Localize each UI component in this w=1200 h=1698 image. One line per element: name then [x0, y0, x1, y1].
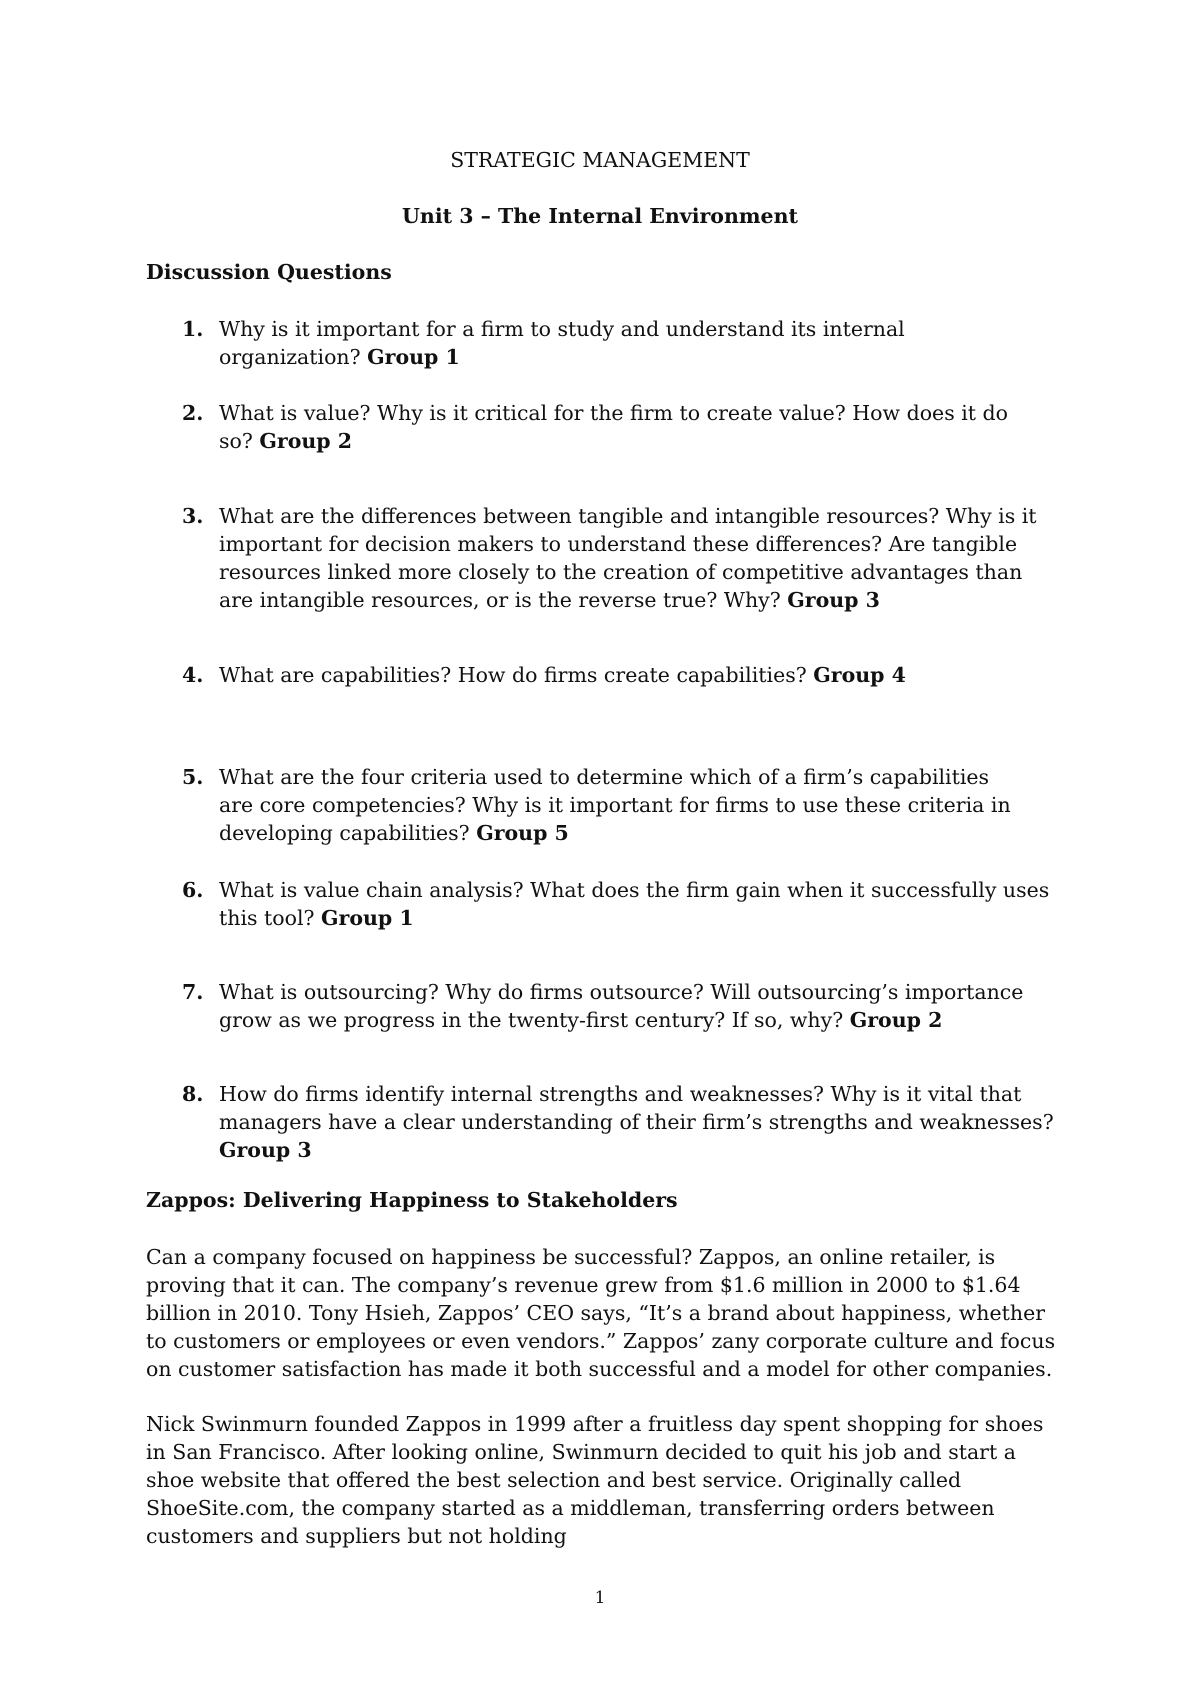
- discussion-questions-heading: Discussion Questions: [146, 260, 392, 284]
- question-number: 6.: [182, 878, 204, 902]
- group-label: Group 1: [367, 345, 460, 369]
- question-number: 7.: [182, 980, 204, 1004]
- question-number: 4.: [182, 663, 204, 687]
- unit-subtitle: Unit 3 – The Internal Environment: [402, 204, 798, 228]
- body-paragraph: Nick Swinmurn founded Zappos in 1999 after a fruitless day spent shopping for shoes in San Francisco. After looking online, Swinmurn decided to quit his job and start a shoe website that offered the best selection and best service. Originally called ShoeSite.com, the company started as a middleman, transferring orders between customers and suppliers but not holding: [146, 1412, 1044, 1548]
- case-study-heading: Zappos: Delivering Happiness to Stakeholders: [146, 1188, 678, 1212]
- question-item: [146, 1080, 1066, 1164]
- group-label: Group 4: [813, 663, 906, 687]
- question-text-block: [219, 1080, 1069, 1164]
- group-label: Group 2: [259, 429, 353, 453]
- question-item: [146, 399, 1066, 455]
- question-text: What are capabilities? How do firms create capabilities?: [219, 663, 807, 687]
- group-label: Group 5: [476, 821, 569, 845]
- question-text: What is outsourcing? Why do firms outsource? Will outsourcing’s importance grow as we progress in the twenty-first century? If so, why?: [219, 980, 1024, 1032]
- question-item: [146, 763, 1066, 847]
- question-item: [146, 661, 1066, 689]
- question-text-block: [219, 763, 1019, 847]
- question-item: [146, 502, 1066, 614]
- question-text: What are the four criteria used to determine which of a firm’s capabilities are core competencies? Why is it important for firms to use these criteria in developing capabilities?: [219, 765, 1011, 845]
- question-text-block: [219, 502, 1039, 614]
- question-text: What are the differences between tangible and intangible resources? Why is it important for decision makers to understand these differences? Are tangible resources linked more closely to the creation of competitive advantages than are intangible resources, or is the reverse true? Why?: [219, 504, 1037, 612]
- question-text: What is value? Why is it critical for the firm to create value? How does it do so?: [219, 401, 1008, 453]
- question-number: 2.: [182, 401, 204, 425]
- question-text: Why is it important for a firm to study and understand its internal organization?: [219, 317, 905, 369]
- question-text: What is value chain analysis? What does the firm gain when it successfully uses this tool?: [219, 878, 1050, 930]
- group-label: Group 1: [321, 906, 414, 930]
- page-number: 1: [594, 1588, 606, 1608]
- question-text: How do firms identify internal strengths and weaknesses? Why is it vital that managers have a clear understanding of their firm’s strengths and weaknesses?: [219, 1082, 1054, 1134]
- body-paragraph: Can a company focused on happiness be successful? Zappos, an online retailer, is proving that it can. The company’s revenue grew from $1.6 million in 2000 to $1.64 billion in 2010. Tony Hsieh, Zappos’ CEO says, “It’s a brand about happiness, whether to customers or employees or even vendors.” Zappos’ zany corporate culture and focus on customer satisfaction has made it both successful and a model for other companies.: [146, 1245, 1056, 1381]
- question-text-block: [219, 876, 1059, 932]
- question-text-block: [219, 978, 1059, 1034]
- question-text-block: [219, 661, 1039, 689]
- group-label: Group 3: [787, 588, 880, 612]
- question-number: 1.: [182, 317, 204, 341]
- group-label: Group 2: [849, 1008, 943, 1032]
- question-number: 5.: [182, 765, 204, 789]
- question-number: 8.: [182, 1082, 204, 1106]
- question-text-block: [219, 399, 1009, 455]
- question-item: [146, 978, 1066, 1034]
- question-number: 3.: [182, 504, 204, 528]
- group-label: Group 3: [219, 1138, 312, 1162]
- document-title: STRATEGIC MANAGEMENT: [450, 148, 750, 172]
- question-item: [146, 315, 1066, 371]
- question-text-block: [219, 315, 1009, 371]
- question-item: [146, 876, 1066, 932]
